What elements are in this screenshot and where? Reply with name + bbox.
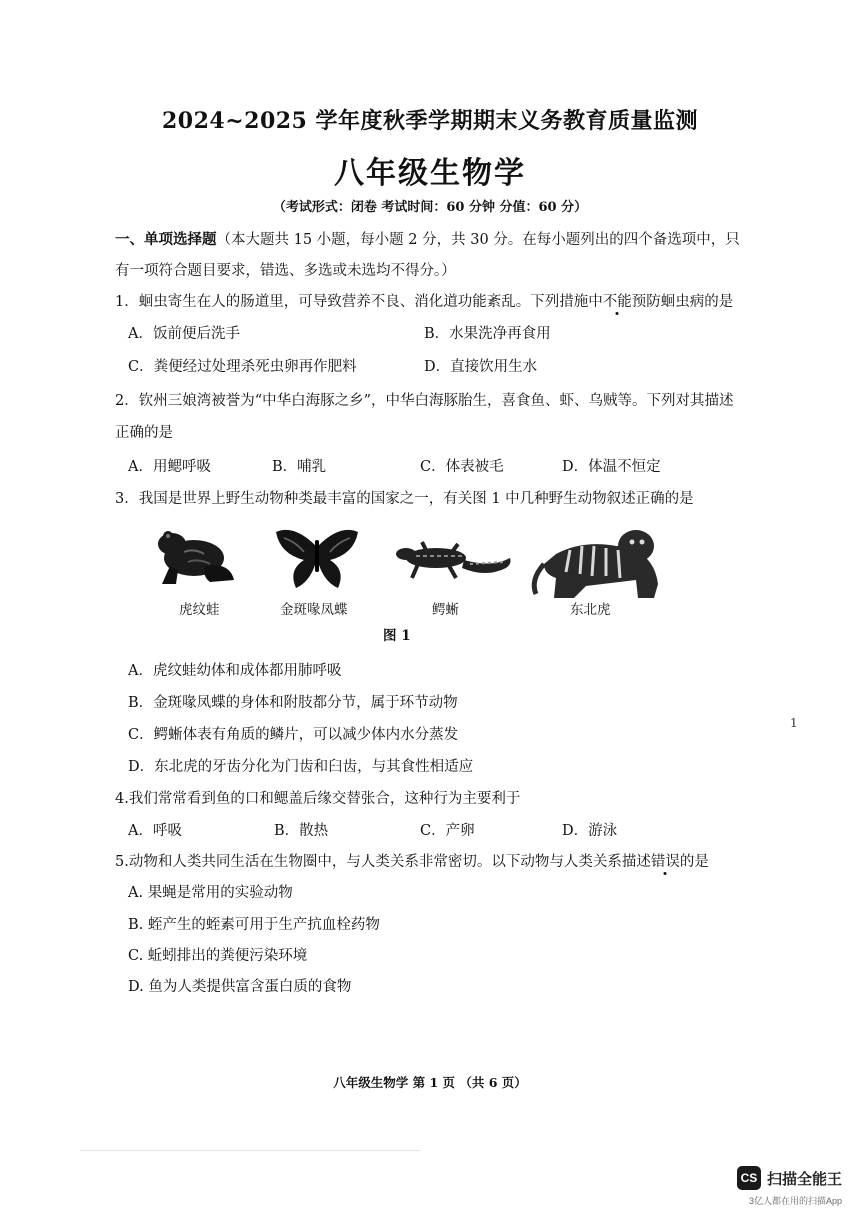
figure-label-butterfly: 金斑喙凤蝶 <box>280 602 348 618</box>
scanner-tagline: 3亿人都在用的扫描App <box>748 1196 842 1206</box>
q3-option-c: C．鳄蜥体表有角质的鳞片，可以减少体内水分蒸发 <box>128 727 459 743</box>
q1-option-c: C．粪便经过处理杀死虫卵再作肥料 <box>128 359 357 375</box>
q5-emphasis: 错误 <box>650 854 680 870</box>
frog-icon <box>150 522 238 588</box>
q5-stem-before: 5.动物和人类共同生活在生物圈中，与人类关系非常密切。以下动物与人类关系描述 <box>115 854 651 870</box>
q5-option-c: C. 蚯蚓排出的粪便污染环境 <box>128 948 308 964</box>
q1-emphasis: 不能 <box>602 294 632 310</box>
exam-title: 2024~2025 学年度秋季学期期末义务教育质量监测 <box>161 108 699 134</box>
q2-option-c: C．体表被毛 <box>420 459 504 475</box>
question-2-stem: 2．钦州三娘湾被誉为“中华白海豚之乡”，中华白海豚胎生，喜食鱼、虾、乌贼等。下列对其描述 <box>115 393 734 409</box>
q1-option-a: A．饭前便后洗手 <box>128 326 240 342</box>
scanner-logo-icon: CS <box>737 1166 761 1190</box>
q2-option-d: D．体温不恒定 <box>562 459 661 475</box>
exam-info: （考试形式：闭卷 考试时间：60 分钟 分值：60 分） <box>272 200 588 215</box>
lizard-icon <box>396 540 514 584</box>
question-2-stem-2: 正确的是 <box>115 425 173 441</box>
question-3-stem: 3．我国是世界上野生动物种类最丰富的国家之一，有关图 1 中几种野生动物叙述正确的是 <box>115 491 694 507</box>
page-footer: 八年级生物学 第 1 页 （共 6 页） <box>333 1075 527 1090</box>
tiger-icon <box>526 524 666 600</box>
q5-option-a: A. 果蝇是常用的实验动物 <box>128 885 293 901</box>
question-1-stem <box>115 290 733 311</box>
subject-title: 八年级生物学 <box>334 156 526 191</box>
q5-stem-after: 的是 <box>679 854 709 870</box>
scanner-watermark <box>737 1166 842 1190</box>
figure-label-lizard: 鳄蜥 <box>432 602 459 618</box>
section-instructions-line-2: 有一项符合题目要求，错选、多选或未选均不得分。） <box>115 263 456 279</box>
q1-stem-after: 预防蛔虫病的是 <box>631 294 734 310</box>
figure-label-frog: 虎纹蛙 <box>179 602 220 618</box>
q4-option-d: D．游泳 <box>562 823 618 839</box>
q2-option-a: A．用鳃呼吸 <box>128 459 211 475</box>
q4-option-a: A．呼吸 <box>128 823 182 839</box>
question-5-stem <box>115 850 709 871</box>
q4-option-c: C．产卵 <box>420 823 475 839</box>
section-heading: 一、单项选择题 <box>115 231 217 248</box>
q3-option-d: D．东北虎的牙齿分化为门齿和臼齿，与其食性相适应 <box>128 759 474 775</box>
section-instructions-line-1: （本大题共 15 小题，每小题 2 分，共 30 分。在每小题列出的四个备选项中，只 <box>216 232 740 248</box>
scan-artifact-line <box>80 1150 420 1151</box>
q2-option-b: B．哺乳 <box>272 459 327 475</box>
q3-option-b: B．金斑喙凤蝶的身体和附肢都分节，属于环节动物 <box>128 695 458 711</box>
q4-option-b: B．散热 <box>274 823 329 839</box>
question-4-stem: 4.我们常常看到鱼的口和鳃盖后缘交替张合，这种行为主要利于 <box>115 791 521 807</box>
q1-option-b: B．水果洗净再食用 <box>424 326 551 342</box>
q1-option-d: D．直接饮用生水 <box>424 359 538 375</box>
q3-option-a: A．虎纹蛙幼体和成体都用肺呼吸 <box>128 663 342 679</box>
margin-mark: 1 <box>790 716 798 730</box>
butterfly-icon <box>274 526 360 590</box>
q5-option-d: D. 鱼为人类提供富含蛋白质的食物 <box>128 979 352 995</box>
figure-caption: 图 1 <box>383 628 411 644</box>
scanner-app-name: 扫描全能王 <box>766 1170 842 1188</box>
q5-option-b: B. 蛭产生的蛭素可用于生产抗血栓药物 <box>128 917 380 933</box>
figure-label-tiger: 东北虎 <box>570 602 611 618</box>
q1-stem-before: 1．蛔虫寄生在人的肠道里，可导致营养不良、消化道功能紊乱。下列措施中 <box>115 294 603 310</box>
section-instructions <box>115 228 740 249</box>
